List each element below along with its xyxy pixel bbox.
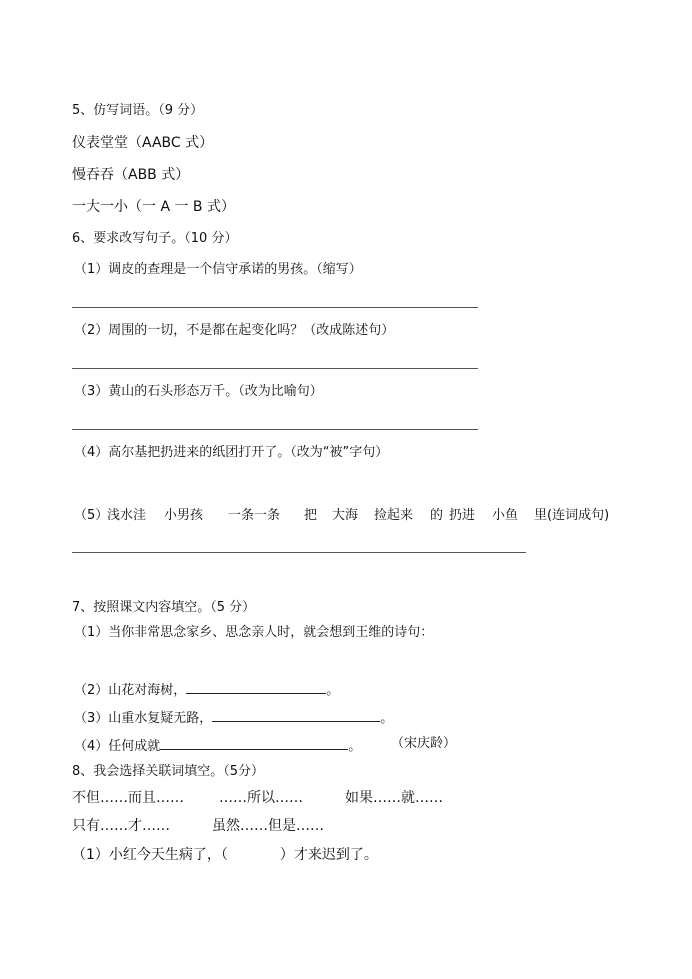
q8-option: 只有……才…… [72, 818, 170, 834]
q6-item-2: （2）周围的一切，不是都在起变化吗？（改成陈述句） [74, 323, 395, 338]
q7-heading: 7、按照课文内容填空。（5 分） [72, 600, 256, 615]
q7-item-3 [74, 709, 393, 725]
q6-answer-line-1[interactable] [72, 307, 478, 308]
q5-item-3: 一大一小（一 A 一 B 式） [72, 199, 235, 215]
q6-item-5-word: 大海 [332, 508, 359, 523]
q6-item-5-label: （5） [74, 508, 109, 523]
q6-answer-line-3[interactable] [72, 429, 478, 430]
q6-item-5-word: 的 [430, 508, 444, 523]
q8-item-1 [72, 848, 378, 862]
q7-item-4-text: （4）任何成就 [74, 739, 161, 754]
q5-item-1: 仪表堂堂（AABC 式） [72, 135, 214, 151]
q6-answer-line-5[interactable] [72, 552, 526, 553]
q6-answer-line-2[interactable] [72, 368, 478, 369]
q7-item-3-text: （3）山重水复疑无路， [74, 711, 213, 726]
q8-heading: 8、我会选择关联词填空。（5分） [72, 764, 265, 779]
q6-heading: 6、要求改写句子。（10 分） [72, 231, 238, 246]
q7-blank-4[interactable] [160, 737, 348, 750]
q7-blank-2[interactable] [186, 681, 326, 694]
q8-item-1-prefix: （1）小红今天生病了，（ [72, 847, 228, 863]
q8-item-1-suffix: ）才来迟到了。 [279, 847, 378, 863]
q5-item-2: 慢吞吞（ABB 式） [72, 167, 190, 183]
q8-option: 不但……而且…… [72, 790, 184, 806]
q6-item-1: （1）调皮的查理是一个信守承诺的男孩。（缩写） [74, 262, 362, 277]
q6-item-5-word: 扔进 [449, 508, 476, 523]
q7-item-4-source: （宋庆龄） [391, 736, 457, 751]
q7-item-2-text: （2）山花对海树， [74, 683, 187, 698]
q8-option: ……所以…… [219, 790, 303, 806]
q7-item-4 [74, 737, 361, 753]
q6-item-5-word: 一条一条 [228, 508, 281, 523]
q7-item-2 [74, 681, 339, 697]
q6-item-5-word: 里(连词成句) [534, 508, 610, 523]
q6-item-5-word: 把 [304, 508, 318, 523]
q7-end-mark: 。 [348, 739, 362, 754]
q6-item-4: （4）高尔基把扔进来的纸团打开了。（改为“被”字句） [74, 445, 389, 460]
q7-item-1: （1）当你非常思念家乡、思念亲人时，就会想到王维的诗句： [74, 625, 434, 640]
q6-item-5-word: 小鱼 [492, 508, 519, 523]
q6-item-5-word: 小男孩 [164, 508, 204, 523]
q6-item-5-word: 捡起来 [374, 508, 414, 523]
q7-end-mark: 。 [380, 711, 394, 726]
q7-end-mark: 。 [326, 683, 340, 698]
q6-item-5-word: 浅水洼 [107, 508, 147, 523]
q7-blank-3[interactable] [212, 709, 380, 722]
q8-option: 如果……就…… [345, 790, 443, 806]
q5-heading: 5、仿写词语。（9 分） [72, 103, 204, 118]
q8-option: 虽然……但是…… [212, 818, 324, 834]
q6-item-3: （3）黄山的石头形态万千。（改为比喻句） [74, 384, 323, 399]
